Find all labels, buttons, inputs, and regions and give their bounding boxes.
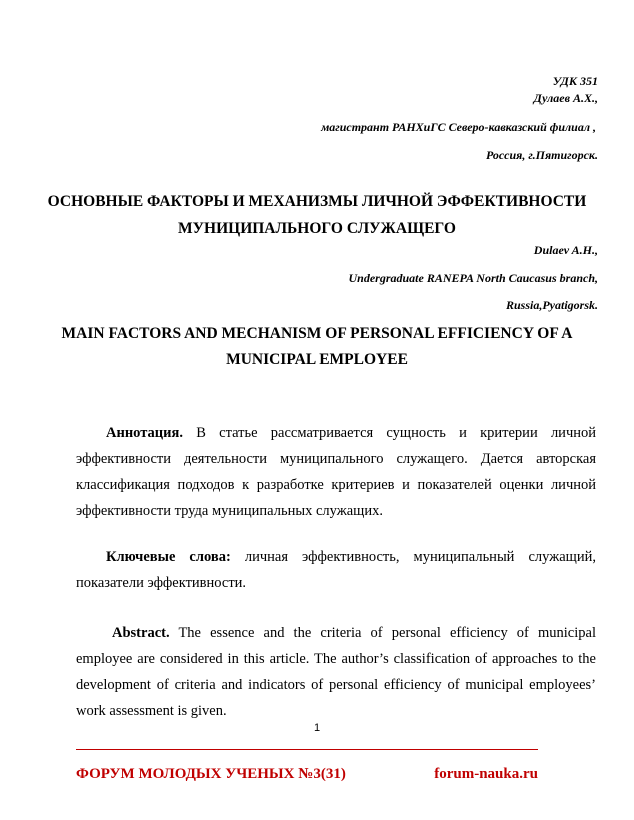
title-en-line1: MAIN FACTORS AND MECHANISM OF PERSONAL EFFICIENCY OF A <box>61 325 573 342</box>
abstract-paragraph <box>76 620 596 724</box>
keywords-paragraph <box>76 544 596 596</box>
keywords-text: личная эффективность, муниципальный служащий, показатели эффективности. <box>76 549 596 591</box>
author-ru: Дулаев А.Х., <box>533 91 598 105</box>
annotation-text: В статье рассматривается сущность и критерии личной эффективности деятельности муниципального служащего. Дается авторская классификация подходов к разработке критериев и показателей оценки личной эффективности труда муниципальных служащих. <box>76 425 597 519</box>
affiliation-ru: магистрант РАНХиГС Северо-кавказский филиал , <box>321 120 596 134</box>
title-en-line2: MUNICIPAL EMPLOYEE <box>226 351 408 368</box>
location-ru: Россия, г.Пятигорск. <box>485 148 598 162</box>
page-number: 1 <box>313 722 321 734</box>
annotation-label: Аннотация. <box>106 425 183 441</box>
footer-journal: ФОРУМ МОЛОДЫХ УЧЕНЫХ №3(31) <box>76 766 346 782</box>
title-ru-line2: МУНИЦИПАЛЬНОГО СЛУЖАЩЕГО <box>178 220 456 237</box>
footer-site[interactable]: forum-nauka.ru <box>434 766 538 782</box>
author-en: Dulaev A.H., <box>533 243 598 257</box>
affiliation-en: Undergraduate RANEPA North Caucasus branch, <box>348 271 598 285</box>
footer-divider <box>76 749 538 750</box>
title-ru-line1: ОСНОВНЫЕ ФАКТОРЫ И МЕХАНИЗМЫ ЛИЧНОЙ ЭФФЕКТИВНОСТИ <box>47 193 587 210</box>
abstract-text: The essence and the criteria of personal efficiency of municipal employee are considered in this article. The author’s classification of approaches to the development of criteria and indicators of personal efficiency of municipal employees’ work assessment is given. <box>76 625 596 719</box>
abstract-label: Abstract. <box>112 625 170 641</box>
udk-code: УДК 351 <box>552 74 598 88</box>
annotation-paragraph <box>76 420 596 524</box>
keywords-label: Ключевые слова: <box>106 549 231 565</box>
location-en: Russia,Pyatigorsk. <box>505 298 598 312</box>
